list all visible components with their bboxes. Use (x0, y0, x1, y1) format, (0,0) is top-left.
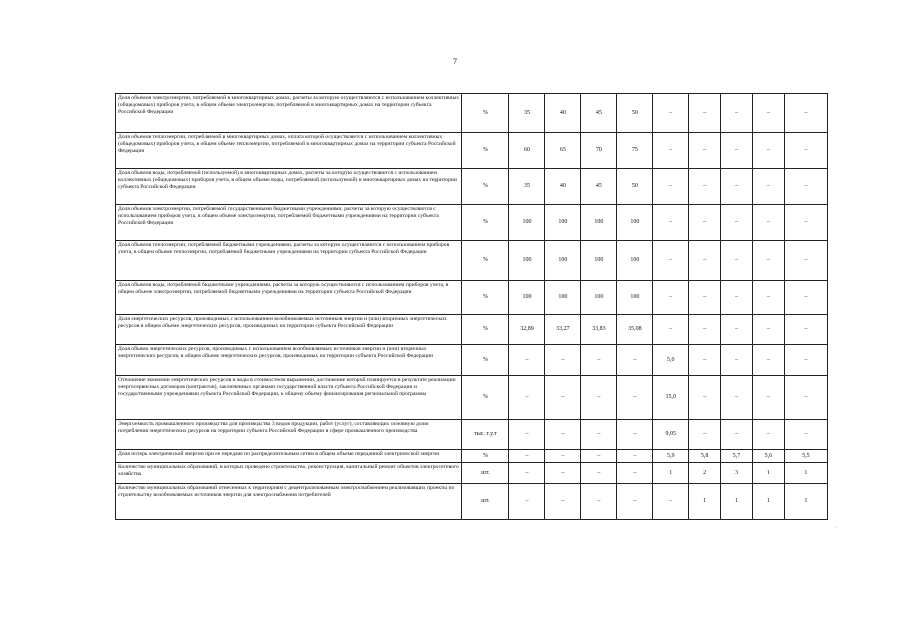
indicator-value: 100 (509, 241, 545, 281)
indicator-value: – (509, 450, 545, 463)
indicator-value: – (689, 376, 721, 420)
indicator-value: – (689, 345, 721, 376)
indicator-value: 1 (784, 463, 827, 484)
indicator-value: – (653, 169, 689, 205)
indicator-value: 9,05 (653, 420, 689, 450)
indicator-value: 15,0 (653, 376, 689, 420)
indicator-value: 2 (689, 463, 721, 484)
indicator-value: – (784, 94, 827, 133)
indicator-description: Количество муниципальных образований, в которых проведено строительство, реконструкция, капитальный ремонт объектов электросетевого хозяйства (116, 463, 462, 484)
indicator-value: 5,6 (752, 450, 784, 463)
indicator-value: 100 (545, 281, 581, 315)
indicator-value: – (784, 315, 827, 345)
indicator-unit: % (462, 345, 509, 376)
indicator-value: – (509, 345, 545, 376)
table-row (116, 169, 828, 205)
indicator-description: Доля потерь электрической энергии при ее передаче по распределительным сетям в общем объеме переданной электрической энергии (116, 450, 462, 463)
indicator-unit: % (462, 315, 509, 345)
indicator-value: – (653, 205, 689, 241)
indicator-description: Доля объемов воды, потребляемой бюджетными учреждениями, расчеты за которую осуществляются с использованием приборов учета, в общем объеме электроэнергии, потребляемой бюджетными учреждениями на территории субъекта Российской Федерации (116, 281, 462, 315)
table-row (116, 281, 828, 315)
indicator-value: – (752, 315, 784, 345)
indicator-value: 100 (581, 281, 617, 315)
indicator-value: 1 (752, 463, 784, 484)
indicator-value: 1 (721, 484, 753, 520)
indicator-description: Доля объема энергетических ресурсов, производимых с использованием возобновляемых источников энергии и (или) вторичных энергетических ресурсов, в общем объеме энергетических ресурсов, производимых на территории субъекта Российской Федерации (116, 345, 462, 376)
indicator-value: – (581, 420, 617, 450)
table-row (116, 241, 828, 281)
indicator-value: – (752, 345, 784, 376)
indicator-value: 33,27 (545, 315, 581, 345)
indicator-value: – (617, 345, 653, 376)
indicator-value: – (784, 241, 827, 281)
indicator-value: – (784, 205, 827, 241)
indicator-value: – (653, 484, 689, 520)
indicator-value: 40 (545, 169, 581, 205)
indicator-unit: % (462, 376, 509, 420)
indicators-table (115, 93, 828, 520)
indicator-value: – (617, 463, 653, 484)
indicator-unit: % (462, 94, 509, 133)
indicator-description: Доля объемов теплоэнергии, потребляемой бюджетными учреждениями, расчеты за которую осуществляются с использованием приборов учета, в общем объеме теплоэнергии, потребляемой бюджетными учреждениями на территории субъекта Российской Федерации (116, 241, 462, 281)
indicator-description: Доля объемов теплоэнергии, потребляемой в многоквартирных домах, оплата которой осуществляется с использованием коллективных (общедомовых) приборов учета, в общем объеме теплоэнергии, потребляемой в многоквартирных домах на территории субъекта Российской Федерации (116, 133, 462, 169)
indicator-value: 100 (617, 241, 653, 281)
indicator-unit: % (462, 133, 509, 169)
indicator-value: – (752, 376, 784, 420)
indicator-value: 35 (509, 94, 545, 133)
indicator-value: 50 (617, 169, 653, 205)
indicator-value: 5,7 (721, 450, 753, 463)
table-row (116, 450, 828, 463)
indicator-value: – (653, 241, 689, 281)
indicator-unit: % (462, 281, 509, 315)
indicator-description: Доля энергетических ресурсов, производимых с использованием возобновляемых источников энергии и (или) вторичных энергетических ресурсов в общем объеме энергетических ресурсов, производимых на территории субъекта Российской Федерации (116, 315, 462, 345)
indicator-value: 33,83 (581, 315, 617, 345)
indicator-description: Доля объемов электроэнергии, потребляемой государственными бюджетными учреждениями, расчеты за которую осуществляются с использованием приборов учета, в общем объеме электроэнергии, потребляемой бюджетными учреждениями на территории субъекта Российской Федерации (116, 205, 462, 241)
indicator-value: 5,9 (653, 450, 689, 463)
table-row (116, 133, 828, 169)
table-row (116, 94, 828, 133)
indicator-value: – (509, 376, 545, 420)
indicator-value: 5,8 (689, 450, 721, 463)
indicator-value: 100 (509, 281, 545, 315)
indicator-unit: % (462, 241, 509, 281)
indicator-unit: шт. (462, 463, 509, 484)
indicator-value: – (752, 205, 784, 241)
indicator-value: – (509, 420, 545, 450)
indicator-value: – (784, 133, 827, 169)
indicator-value: 75 (617, 133, 653, 169)
indicator-value: 100 (581, 241, 617, 281)
indicator-value: – (545, 450, 581, 463)
indicator-value: 65 (545, 133, 581, 169)
indicator-value: – (545, 376, 581, 420)
indicator-value: 45 (581, 169, 617, 205)
indicator-value: 1 (689, 484, 721, 520)
indicator-value: 5,5 (784, 450, 827, 463)
indicator-value: 100 (545, 205, 581, 241)
indicator-value: 40 (545, 94, 581, 133)
indicator-value: 100 (581, 205, 617, 241)
indicator-description: Доля объемов воды, потребляемой (используемой) в многоквартирных домах, расчеты за которую осуществляются с использованием коллективных (общедомовых) приборов учета, в общем объеме воды, потребляемой (используемой) в многоквартирных домах на территории субъекта Российской Федерации (116, 169, 462, 205)
indicator-value: 100 (509, 205, 545, 241)
indicator-value: 35 (509, 169, 545, 205)
indicator-value: 5,0 (653, 345, 689, 376)
indicator-value: 32,89 (509, 315, 545, 345)
indicator-value: – (784, 420, 827, 450)
indicator-value: 3 (721, 463, 753, 484)
indicator-value: – (581, 450, 617, 463)
indicator-value: – (752, 94, 784, 133)
indicator-value: – (545, 463, 581, 484)
indicator-description: Отношение экономии энергетических ресурсов и воды в стоимостном выражении, достижение которой планируется в результате реализации энергосервисных договоров (контрактов), заключенных органами государственной власти субъекта Российской Федерации и государственными учреждениями субъекта Российской Федерации, к общему объему финансирования региональной программы (116, 376, 462, 420)
indicator-value: 60 (509, 133, 545, 169)
indicator-value: – (581, 484, 617, 520)
indicator-value: – (721, 241, 753, 281)
indicator-value: – (617, 484, 653, 520)
indicator-value: – (721, 420, 753, 450)
table-row (116, 420, 828, 450)
indicator-value: – (784, 281, 827, 315)
indicator-value: – (545, 484, 581, 520)
indicator-value: – (721, 376, 753, 420)
indicator-value: – (653, 94, 689, 133)
indicator-unit: тыс. т.у.т (462, 420, 509, 450)
indicator-value: – (721, 315, 753, 345)
indicator-value: – (784, 345, 827, 376)
indicator-value: – (617, 450, 653, 463)
indicator-value: – (752, 281, 784, 315)
indicator-unit: % (462, 450, 509, 463)
page-marker: 7 (453, 57, 457, 66)
indicator-value: – (581, 376, 617, 420)
table-row (116, 463, 828, 484)
indicator-value: – (581, 345, 617, 376)
indicator-value: – (509, 484, 545, 520)
indicator-value: – (581, 463, 617, 484)
indicator-unit: % (462, 169, 509, 205)
indicator-value: – (721, 345, 753, 376)
indicator-value: – (653, 281, 689, 315)
table-row (116, 376, 828, 420)
indicator-description: Доля объемов электроэнергии, потребляемой в многоквартирных домах, расчеты за которую осуществляются с использованием коллективных (общедомовых) приборов учета, в общем объеме электроэнергии, потребляемой в многоквартирных домах на территории субъекта Российской Федерации (116, 94, 462, 133)
indicator-value: – (653, 315, 689, 345)
indicator-value: – (752, 133, 784, 169)
indicator-value: 100 (617, 205, 653, 241)
indicator-value: 100 (545, 241, 581, 281)
indicator-value: – (689, 205, 721, 241)
indicator-value: – (752, 241, 784, 281)
indicator-value: – (689, 94, 721, 133)
indicator-value: – (721, 133, 753, 169)
indicator-value: – (752, 420, 784, 450)
indicator-value: – (617, 420, 653, 450)
indicator-value: – (689, 133, 721, 169)
indicator-value: – (721, 169, 753, 205)
indicator-value: – (617, 376, 653, 420)
indicator-value: 70 (581, 133, 617, 169)
indicator-value: 1 (653, 463, 689, 484)
indicator-value: – (689, 169, 721, 205)
table-row (116, 484, 828, 520)
indicator-value: – (784, 169, 827, 205)
indicator-value: – (721, 94, 753, 133)
indicator-value: – (689, 281, 721, 315)
margin-mark: · (835, 525, 837, 531)
indicator-value: 100 (617, 281, 653, 315)
indicator-value: 1 (784, 484, 827, 520)
indicator-value: 50 (617, 94, 653, 133)
indicator-value: – (545, 420, 581, 450)
indicator-value: – (689, 315, 721, 345)
indicator-value: – (653, 133, 689, 169)
table-row (116, 205, 828, 241)
indicator-value: 1 (752, 484, 784, 520)
indicator-description: Энергоемкость промышленного производства для производства 3 видов продукции, работ (услуг), составляющих основную долю потребления энергетических ресурсов на территории субъекта Российской Федерации в сфере промышленного производства (116, 420, 462, 450)
indicator-unit: шт. (462, 484, 509, 520)
indicator-value: 45 (581, 94, 617, 133)
indicator-value: – (784, 376, 827, 420)
indicator-description: Количество муниципальных образований отнесенных к территориям с децентрализованным электроснабжением реализовавших проекты по строительству возобновляемых источников энергии для электроснабжения потребителей (116, 484, 462, 520)
indicator-value: – (721, 205, 753, 241)
indicator-value: – (509, 463, 545, 484)
indicator-unit: % (462, 205, 509, 241)
indicator-value: – (721, 281, 753, 315)
table-row (116, 315, 828, 345)
indicator-value: – (752, 169, 784, 205)
indicator-value: – (689, 241, 721, 281)
indicator-value: – (545, 345, 581, 376)
indicator-value: 35,08 (617, 315, 653, 345)
indicator-value: – (689, 420, 721, 450)
table-row (116, 345, 828, 376)
